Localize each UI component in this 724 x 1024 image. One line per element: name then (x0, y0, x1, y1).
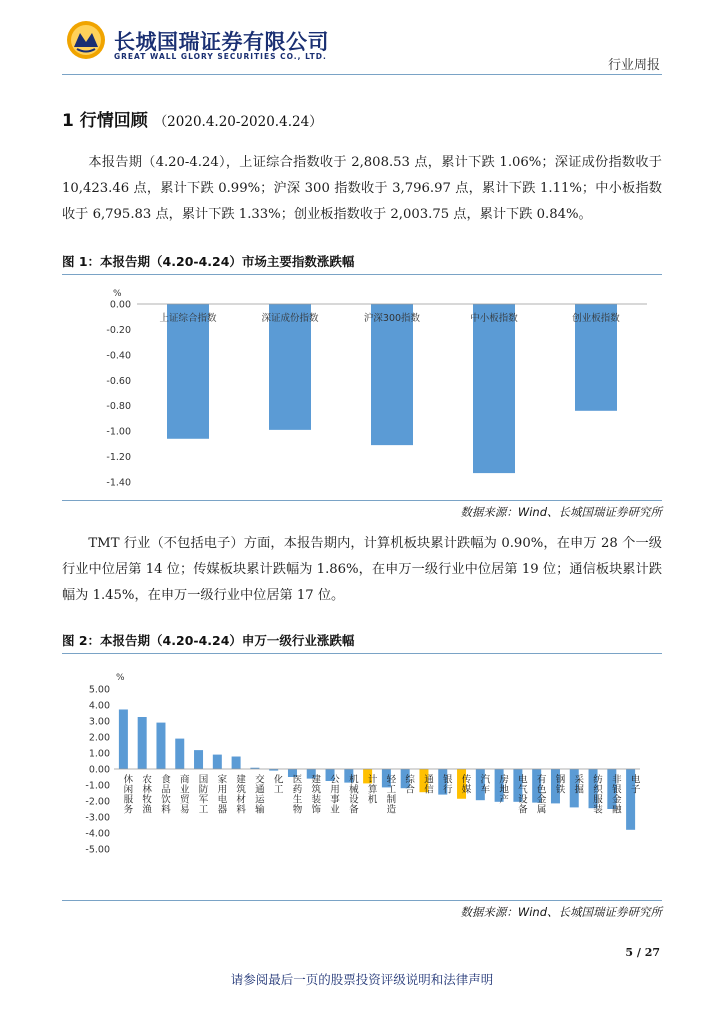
category-label: 传媒 (459, 774, 471, 794)
category-label: 机械设备 (346, 774, 358, 814)
category-label: 上证综合指数 (159, 313, 217, 324)
industry-change-chart (62, 655, 662, 895)
bar (175, 739, 184, 769)
y-tick-label: -3.00 (85, 812, 110, 824)
category-label: 创业板指数 (572, 313, 620, 324)
category-label: 钢铁 (553, 774, 565, 794)
index-change-chart (62, 276, 662, 496)
figure1-bottom-rule (62, 500, 662, 501)
category-label: 公用事业 (328, 774, 340, 814)
category-label: 家用电器 (215, 774, 227, 814)
section-title (62, 106, 323, 131)
y-tick-label: -2.00 (85, 796, 110, 808)
figure2-top-rule (62, 653, 662, 654)
category-label: 建筑材料 (234, 774, 246, 814)
category-label: 通信 (421, 774, 433, 794)
company-name-en: GREAT WALL GLORY SECURITIES CO., LTD. (114, 52, 327, 61)
paragraph-index-summary: 本报告期（4.20-4.24），上证综合指数收于 2,808.53 点，累计下跌 1.06%；深证成份指数收于 10,423.46 点，累计下跌 0.99%；沪深 300 指数收于 3,796.97 点，累计下跌 1.11%；中小板指数收于 6,795.83 点，累计下跌 1.33%；创业板指数收于 2,003.75 点，累计下跌 0.84%。 (62, 155, 662, 222)
category-label: 有色金属 (534, 774, 546, 814)
page-number: 5 / 27 (625, 946, 660, 959)
figure2-title: 图 2：本报告期（4.20-4.24）申万一级行业涨跌幅 (62, 633, 355, 648)
category-label: 食品饮料 (158, 774, 170, 814)
category-label: 汽车 (478, 774, 490, 794)
y-tick-label: 5.00 (88, 684, 110, 696)
category-label: 房地产 (497, 774, 509, 804)
y-tick-label: -0.60 (106, 375, 131, 387)
figure1-top-rule (62, 274, 662, 275)
y-tick-label: -1.40 (106, 477, 131, 489)
y-tick-label: -1.20 (106, 452, 131, 464)
disclaimer-note: 请参阅最后一页的股票投资评级说明和法律声明 (230, 972, 494, 987)
category-label: 农林牧渔 (140, 774, 152, 814)
section-number: 1 (62, 111, 74, 131)
figure2-source: 数据来源：Wind、长城国瑞证券研究所 (460, 905, 662, 919)
company-logo-icon (66, 20, 106, 60)
category-label: 电子 (628, 774, 640, 794)
category-label: 休闲服务 (121, 774, 133, 814)
y-tick-label: 0.00 (109, 299, 131, 311)
bar (232, 757, 241, 769)
category-label: 交通运输 (252, 774, 264, 814)
bar (473, 304, 515, 473)
category-label: 化工 (271, 774, 283, 794)
figure2-bottom-rule (62, 900, 662, 901)
bar (138, 717, 147, 769)
bar (156, 723, 165, 769)
paragraph-tmt-summary: TMT 行业（不包括电子）方面，本报告期内，计算机板块累计跌幅为 0.90%，在申万 28 个一级行业中位居第 14 位；传媒板块累计跌幅为 1.86%，在申万一级行业中位居第 19 位；通信板块累计跌幅为 1.45%，在申万一级行业中位居第 17 位。 (62, 536, 662, 603)
header-divider (62, 74, 662, 75)
y-tick-label: -0.20 (106, 324, 131, 336)
bar (167, 304, 209, 439)
category-label: 沪深300指数 (363, 313, 421, 324)
bar (194, 750, 203, 769)
category-label: 轻工制造 (384, 774, 396, 814)
category-label: 纺织服装 (591, 774, 603, 814)
y-tick-label: -1.00 (106, 426, 131, 438)
section-heading: 行情回顾 (79, 111, 148, 131)
category-label: 电气设备 (515, 774, 527, 814)
y-tick-label: 1.00 (88, 748, 110, 760)
category-label: 综合 (403, 774, 415, 794)
y-tick-label: -0.40 (106, 350, 131, 362)
category-label: 医药生物 (290, 774, 302, 814)
report-type: 行业周报 (607, 58, 660, 73)
bar (213, 755, 222, 769)
y-tick-label: 4.00 (88, 700, 110, 712)
category-label: 计算机 (365, 774, 377, 804)
y-tick-label: -0.80 (106, 401, 131, 413)
category-label: 银行 (440, 774, 452, 794)
y-tick-label: -5.00 (85, 844, 110, 856)
category-label: 非银金融 (609, 774, 621, 814)
y-tick-label: 0.00 (88, 764, 110, 776)
bar (371, 304, 413, 445)
category-label: 深证成份指数 (261, 313, 319, 324)
figure1-title: 图 1：本报告期（4.20-4.24）市场主要指数涨跌幅 (62, 254, 355, 269)
category-label: 中小板指数 (470, 313, 518, 324)
section-date-range: （2020.4.20-2020.4.24） (153, 114, 323, 130)
figure1-source: 数据来源：Wind、长城国瑞证券研究所 (460, 505, 662, 519)
category-label: 商业贸易 (177, 774, 189, 814)
y-axis-unit: % (116, 673, 125, 683)
company-name-cn: 长城国瑞证券有限公司 (114, 30, 329, 54)
y-tick-label: 3.00 (88, 716, 110, 728)
category-label: 采掘 (572, 774, 584, 794)
bar (119, 709, 128, 769)
y-tick-label: 2.00 (88, 732, 110, 744)
category-label: 国防军工 (196, 774, 208, 814)
y-tick-label: -1.00 (85, 780, 110, 792)
category-label: 建筑装饰 (309, 774, 321, 814)
y-tick-label: -4.00 (85, 828, 110, 840)
y-axis-unit: % (113, 289, 122, 299)
